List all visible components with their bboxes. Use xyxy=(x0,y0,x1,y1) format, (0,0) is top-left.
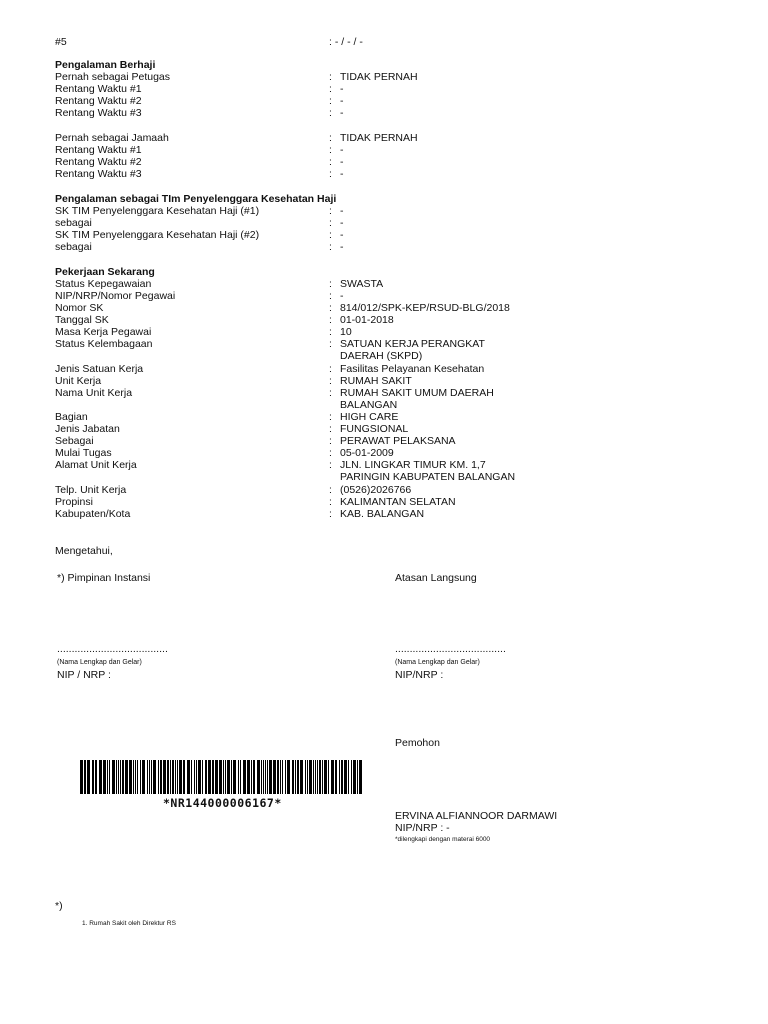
team-label: sebagai xyxy=(55,217,92,229)
job-label: Status Kepegawaian xyxy=(55,278,152,290)
job-row xyxy=(0,411,768,423)
colon: : xyxy=(329,326,332,338)
barcode-bar xyxy=(177,760,178,794)
period-value: - xyxy=(340,168,344,180)
barcode-bar xyxy=(142,760,145,794)
job-row xyxy=(0,375,768,387)
barcode-bar xyxy=(223,760,224,794)
barcode-bar xyxy=(322,760,323,794)
pilgrim-value: TIDAK PERNAH xyxy=(340,132,418,144)
left-signature-line: ...................................... xyxy=(57,643,168,655)
barcode-bar xyxy=(153,760,156,794)
team-label: SK TIM Penyelenggara Kesehatan Haji (#1) xyxy=(55,205,260,217)
barcode-bar xyxy=(135,760,136,794)
job-value: FUNGSIONAL xyxy=(340,423,409,435)
job-value: - xyxy=(340,290,344,302)
colon: : xyxy=(329,375,332,387)
job-row xyxy=(0,338,768,350)
footnote-mark: *) xyxy=(55,900,63,912)
barcode-bar xyxy=(92,760,94,794)
job-row xyxy=(0,447,768,459)
right-signature-line: ...................................... xyxy=(395,643,506,655)
right-signer-title: Atasan Langsung xyxy=(395,572,477,584)
barcode-bar xyxy=(287,760,290,794)
applicant-title: Pemohon xyxy=(395,737,440,749)
barcode-bar xyxy=(187,760,190,794)
colon: : xyxy=(329,484,332,496)
form-number: #5 xyxy=(55,36,67,48)
job-label: Mulai Tugas xyxy=(55,447,112,459)
right-nip: NIP/NRP : xyxy=(395,669,444,681)
job-row xyxy=(0,484,768,496)
section-title-job: Pekerjaan Sekarang xyxy=(55,266,155,278)
barcode-bar xyxy=(151,760,152,794)
job-value: JLN. LINGKAR TIMUR KM. 1,7 xyxy=(340,459,486,471)
barcode-bar xyxy=(351,760,352,794)
applicant-nip: NIP/NRP : - xyxy=(395,822,450,834)
period-value: - xyxy=(340,95,344,107)
officer-period-row xyxy=(0,107,768,119)
colon: : xyxy=(329,387,332,399)
barcode-bar xyxy=(133,760,134,794)
barcode-bar xyxy=(359,760,362,794)
officer-period-row xyxy=(0,95,768,107)
barcode-bar xyxy=(205,760,207,794)
period-label: Rentang Waktu #2 xyxy=(55,95,142,107)
job-label: Telp. Unit Kerja xyxy=(55,484,127,496)
barcode-bar xyxy=(273,760,276,794)
barcode-bar xyxy=(297,760,299,794)
colon: : xyxy=(329,132,332,144)
barcode-bar xyxy=(324,760,327,794)
job-row xyxy=(0,423,768,435)
barcode-bar xyxy=(163,760,166,794)
barcode-bar xyxy=(263,760,264,794)
period-label: Rentang Waktu #3 xyxy=(55,168,142,180)
barcode-bar xyxy=(172,760,174,794)
barcode-bar xyxy=(285,760,286,794)
barcode-bar xyxy=(253,760,255,794)
job-row xyxy=(0,314,768,326)
period-value: - xyxy=(340,156,344,168)
barcode-bar xyxy=(84,760,86,794)
colon: : xyxy=(329,83,332,95)
job-label: Unit Kerja xyxy=(55,375,102,387)
job-value: (0526)2026766 xyxy=(340,484,412,496)
barcode-bar xyxy=(240,760,241,794)
barcode-bar xyxy=(267,760,268,794)
job-value-continued: BALANGAN xyxy=(340,399,398,411)
barcode-bar xyxy=(140,760,141,794)
barcode-bar xyxy=(227,760,230,794)
pilgrim-period-row xyxy=(0,156,768,168)
barcode-bar xyxy=(194,760,195,794)
barcode-bar xyxy=(300,760,303,794)
job-value: SWASTA xyxy=(340,278,384,290)
barcode-text: *NR144000006167* xyxy=(163,796,282,810)
job-label: Alamat Unit Kerja xyxy=(55,459,137,471)
job-row xyxy=(0,278,768,290)
barcode-bar xyxy=(243,760,246,794)
job-row xyxy=(0,508,768,520)
barcode-bar xyxy=(247,760,250,794)
job-label: Bagian xyxy=(55,411,88,423)
barcode-bar xyxy=(87,760,90,794)
job-value-continued: DAERAH (SKPD) xyxy=(340,350,423,362)
barcode-bar xyxy=(158,760,159,794)
colon: : xyxy=(329,411,332,423)
barcode-bar xyxy=(170,760,171,794)
job-value: RUMAH SAKIT UMUM DAERAH xyxy=(340,387,494,399)
barcode-bar xyxy=(80,760,83,794)
job-value: 814/012/SPK-KEP/RSUD-BLG/2018 xyxy=(340,302,510,314)
job-row xyxy=(0,496,768,508)
colon: : xyxy=(329,205,332,217)
barcode-bar xyxy=(335,760,337,794)
barcode-bar xyxy=(167,760,169,794)
officer-row xyxy=(0,71,768,83)
colon: : xyxy=(329,496,332,508)
job-label: Sebagai xyxy=(55,435,94,447)
barcode-bar xyxy=(160,760,162,794)
barcode-bar xyxy=(292,760,294,794)
footnote-item: 1. Rumah Sakit oleh Direktur RS xyxy=(82,920,176,927)
left-name-hint: (Nama Lengkap dan Gelar) xyxy=(57,659,142,666)
barcode-bar xyxy=(307,760,308,794)
job-label: Tanggal SK xyxy=(55,314,109,326)
barcode-bar xyxy=(116,760,117,794)
barcode-bar xyxy=(282,760,283,794)
job-value: KAB. BALANGAN xyxy=(340,508,425,520)
barcode-bar xyxy=(179,760,182,794)
job-value: 05-01-2009 xyxy=(340,447,394,459)
period-label: Rentang Waktu #2 xyxy=(55,156,142,168)
barcode-bar xyxy=(103,760,106,794)
barcode-bar xyxy=(295,760,296,794)
barcode-bar xyxy=(137,760,138,794)
barcode-bar xyxy=(122,760,124,794)
job-value: HIGH CARE xyxy=(340,411,399,423)
colon: : xyxy=(329,107,332,119)
team-row xyxy=(0,241,768,253)
job-row xyxy=(0,387,768,399)
barcode xyxy=(80,760,362,794)
barcode-bar xyxy=(305,760,306,794)
barcode-bar xyxy=(99,760,102,794)
barcode-bar xyxy=(269,760,272,794)
barcode-bar xyxy=(251,760,252,794)
barcode-bar xyxy=(202,760,203,794)
colon: : xyxy=(329,302,332,314)
team-value: - xyxy=(340,217,344,229)
colon: : xyxy=(329,71,332,83)
colon: : xyxy=(329,363,332,375)
pilgrim-label: Pernah sebagai Jamaah xyxy=(55,132,169,144)
period-value: - xyxy=(340,107,344,119)
barcode-bar xyxy=(280,760,281,794)
section-title-hajj: Pengalaman Berhaji xyxy=(55,59,156,71)
barcode-bar xyxy=(107,760,108,794)
left-nip: NIP / NRP : xyxy=(57,669,111,681)
acknowledged-label: Mengetahui, xyxy=(55,545,113,557)
colon: : xyxy=(329,217,332,229)
barcode-bar xyxy=(120,760,121,794)
barcode-bar xyxy=(191,760,192,794)
barcode-bar xyxy=(183,760,185,794)
barcode-bar xyxy=(331,760,334,794)
barcode-bar xyxy=(319,760,321,794)
team-row xyxy=(0,205,768,217)
left-signer-title: *) Pimpinan Instansi xyxy=(57,572,151,584)
barcode-bar xyxy=(196,760,197,794)
barcode-bar xyxy=(95,760,97,794)
job-label: Jenis Jabatan xyxy=(55,423,120,435)
barcode-bar xyxy=(225,760,226,794)
colon: : xyxy=(329,241,332,253)
colon: : xyxy=(329,508,332,520)
barcode-bar xyxy=(212,760,214,794)
barcode-bar xyxy=(353,760,356,794)
team-value: - xyxy=(340,241,344,253)
period-value: - xyxy=(340,144,344,156)
colon: : xyxy=(329,338,332,350)
job-label: Nama Unit Kerja xyxy=(55,387,133,399)
job-row xyxy=(0,302,768,314)
colon: : xyxy=(329,435,332,447)
pilgrim-period-row xyxy=(0,144,768,156)
barcode-bar xyxy=(261,760,262,794)
team-row xyxy=(0,229,768,241)
barcode-bar xyxy=(109,760,110,794)
period-label: Rentang Waktu #1 xyxy=(55,83,142,95)
barcode-bar xyxy=(175,760,176,794)
applicant-name: ERVINA ALFIANNOOR DARMAWI xyxy=(395,810,558,822)
job-value: 10 xyxy=(340,326,352,338)
team-value: - xyxy=(340,229,344,241)
barcode-bar xyxy=(328,760,329,794)
barcode-bar xyxy=(231,760,232,794)
colon: : xyxy=(329,168,332,180)
job-label: Status Kelembagaan xyxy=(55,338,153,350)
officer-label: Pernah sebagai Petugas xyxy=(55,71,171,83)
job-label: Kabupaten/Kota xyxy=(55,508,131,520)
barcode-bar xyxy=(118,760,119,794)
colon: : xyxy=(329,447,332,459)
officer-value: TIDAK PERNAH xyxy=(340,71,418,83)
barcode-bar xyxy=(125,760,128,794)
job-label: Masa Kerja Pegawai xyxy=(55,326,152,338)
job-value: 01-01-2018 xyxy=(340,314,394,326)
barcode-bar xyxy=(219,760,222,794)
job-value: Fasilitas Pelayanan Kesehatan xyxy=(340,363,485,375)
barcode-bar xyxy=(129,760,132,794)
barcode-bar xyxy=(265,760,266,794)
colon: : xyxy=(329,156,332,168)
job-value: RUMAH SAKIT xyxy=(340,375,412,387)
barcode-bar xyxy=(339,760,340,794)
colon: : xyxy=(329,423,332,435)
colon: : xyxy=(329,314,332,326)
colon: : xyxy=(329,229,332,241)
team-label: sebagai xyxy=(55,241,92,253)
job-label: Jenis Satuan Kerja xyxy=(55,363,144,375)
date-value: : - / - / - xyxy=(329,36,363,48)
barcode-bar xyxy=(341,760,343,794)
officer-period-row xyxy=(0,83,768,95)
barcode-bar xyxy=(315,760,316,794)
job-row xyxy=(0,459,768,471)
barcode-bar xyxy=(149,760,150,794)
team-row xyxy=(0,217,768,229)
job-row-continued xyxy=(0,471,768,483)
barcode-bar xyxy=(112,760,115,794)
colon: : xyxy=(329,278,332,290)
job-value: PERAWAT PELAKSANA xyxy=(340,435,456,447)
colon: : xyxy=(329,95,332,107)
section-title-team: Pengalaman sebagai TIm Penyelenggara Kesehatan Haji xyxy=(55,193,337,205)
barcode-bar xyxy=(313,760,314,794)
team-value: - xyxy=(340,205,344,217)
job-row xyxy=(0,326,768,338)
job-label: NIP/NRP/Nomor Pegawai xyxy=(55,290,176,302)
job-row xyxy=(0,363,768,375)
barcode-bar xyxy=(238,760,239,794)
barcode-bar xyxy=(277,760,279,794)
barcode-bar xyxy=(233,760,236,794)
barcode-bar xyxy=(208,760,211,794)
job-row xyxy=(0,435,768,447)
job-value: KALIMANTAN SELATAN xyxy=(340,496,456,508)
period-label: Rentang Waktu #1 xyxy=(55,144,142,156)
pilgrim-row xyxy=(0,132,768,144)
period-label: Rentang Waktu #3 xyxy=(55,107,142,119)
barcode-bar xyxy=(257,760,260,794)
job-row xyxy=(0,290,768,302)
job-label: Nomor SK xyxy=(55,302,104,314)
barcode-bar xyxy=(317,760,318,794)
period-value: - xyxy=(340,83,344,95)
colon: : xyxy=(329,459,332,471)
barcode-bar xyxy=(309,760,312,794)
job-value-continued: PARINGIN KABUPATEN BALANGAN xyxy=(340,471,516,483)
colon: : xyxy=(329,144,332,156)
barcode-bar xyxy=(198,760,201,794)
pilgrim-period-row xyxy=(0,168,768,180)
barcode-bar xyxy=(147,760,148,794)
barcode-bar xyxy=(348,760,349,794)
job-label: Propinsi xyxy=(55,496,93,508)
barcode-bar xyxy=(357,760,358,794)
stamp-note: *dilengkapi dengan materai 6000 xyxy=(395,836,491,843)
barcode-bar xyxy=(215,760,218,794)
team-label: SK TIM Penyelenggara Kesehatan Haji (#2) xyxy=(55,229,260,241)
right-name-hint: (Nama Lengkap dan Gelar) xyxy=(395,659,480,666)
job-row-continued xyxy=(0,350,768,362)
barcode-bar xyxy=(344,760,347,794)
job-value: SATUAN KERJA PERANGKAT xyxy=(340,338,485,350)
colon: : xyxy=(329,290,332,302)
job-row-continued xyxy=(0,399,768,411)
